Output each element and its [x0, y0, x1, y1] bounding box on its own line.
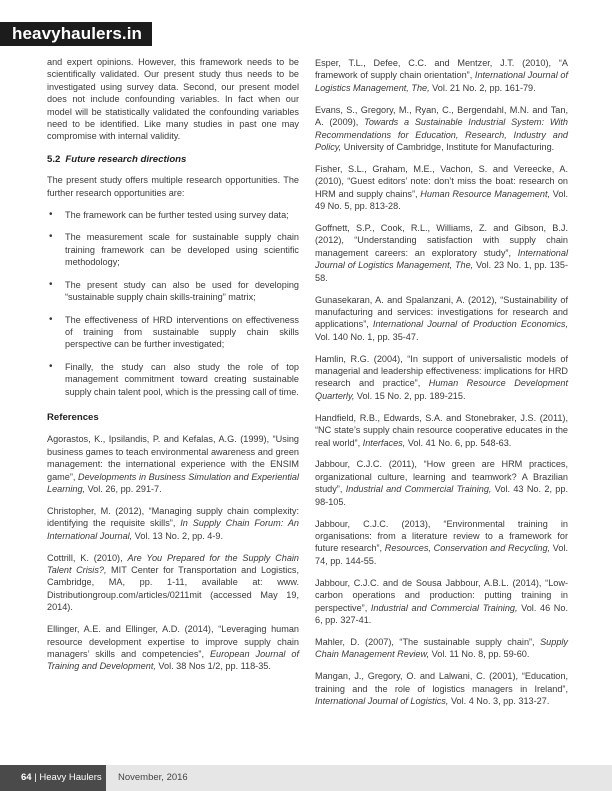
list-item: • Finally, the study can also study the role of top management commitment toward creating sustainable supply chain talent pool, which is the pressing call of time. — [49, 360, 299, 397]
bullet-icon: • — [49, 209, 53, 221]
footer-separator: | — [34, 772, 37, 783]
bullet-icon: • — [49, 360, 53, 372]
reference-entry: Christopher, M. (2012), “Managing supply chain complexity: identifying the requisite skills”, In Supply Chain Forum: An International Journal, Vol. 13 No. 2, pp. 4-9. — [47, 505, 299, 541]
brand-logo: heavyhaulers.in — [0, 22, 152, 46]
page-number: 64 — [21, 772, 32, 783]
footer-folio — [0, 765, 106, 791]
left-column — [47, 56, 299, 682]
bullet-icon: • — [49, 313, 53, 325]
list-item: • The framework can be further tested using survey data; — [49, 209, 289, 221]
reference-entry: Jabbour, C.J.C. (2013), “Environmental training in organisations: from a literature review to a framework for future research”, Resources, Conservation and Recycling, Vol. 74, pp. 144-55. — [315, 518, 568, 566]
list-item: • The measurement scale for sustainable supply chain training framework can be developed using scientific methodology; — [49, 231, 299, 268]
bullet-icon: • — [49, 278, 53, 290]
section-title: Future research directions — [65, 153, 187, 165]
publication-name: Heavy Haulers — [39, 772, 102, 783]
reference-entry: Hamlin, R.G. (2004), “In support of universalistic models of managerial and leadership effectiveness: implications for HRD research and practice”, Human Resource Development Quarterly, Vol. 15 No. 2, pp. 189-215. — [315, 353, 569, 401]
reference-entry: Evans, S., Gregory, M., Ryan, C., Bergendahl, M.N. and Tan, A. (2009), Towards a Sustainable Industrial System: With Recommendations for Education, Research, Industry and Policy, University of Cambridge, Institute for Manufacturing. — [315, 104, 568, 152]
page-footer — [0, 765, 612, 791]
reference-entry: Esper, T.L., Defee, C.C. and Mentzer, J.T. (2010), “A framework of supply chain orientation”, International Journal of Logistics Management, The, Vol. 21 No. 2, pp. 161-79. — [315, 58, 568, 93]
right-column — [315, 57, 568, 717]
references-heading: References — [47, 411, 99, 423]
bullet-icon: • — [49, 231, 53, 243]
reference-entry: Handfield, R.B., Edwards, S.A. and Stonebraker, J.S. (2011), “NC state’s supply chain resource cooperative educates in the real world”, Interfaces, Vol. 41 No. 6, pp. 548-63. — [315, 412, 568, 448]
reference-entry: Fisher, S.L., Graham, M.E., Vachon, S. and Vereecke, A. (2010), “Guest editors’ note: don’t miss the boat: research on HRM and supply chains”, Human Resource Management, Vol. 49 No. 5, pp. 813-28. — [315, 163, 568, 212]
reference-entry: Mangan, J., Gregory, O. and Lalwani, C. (2001), “Education, training and the role of logistics managers in Ireland”, International Journal of Logistics, Vol. 4 No. 3, pp. 313-27. — [315, 671, 568, 706]
bullet-list — [47, 209, 299, 398]
reference-entry: Goffnett, S.P., Cook, R.L., Williams, Z. and Gibson, B.J. (2012), “Understanding satisfaction with supply chain management careers: an exploratory study”, International Journal of Logistics Management, The, Vol. 23 No. 1, pp. 135-58. — [315, 222, 568, 283]
section-heading — [47, 154, 299, 166]
list-item: • The effectiveness of HRD interventions on effectiveness of training from sustainable supply chain skills perspective can be further investigated; — [49, 313, 299, 350]
reference-entry: Jabbour, C.J.C. and de Sousa Jabbour, A.B.L. (2014), “Low-carbon operations and production: putting training in perspective”, Industrial and Commercial Training, Vol. 46 No. 6, pp. 327-41. — [315, 577, 568, 625]
issue-date: November, 2016 — [118, 772, 188, 783]
list-item: • The present study can also be used for developing “sustainable supply chain skills-training” matrix; — [49, 278, 299, 303]
section-number: 5.2 — [47, 153, 61, 165]
reference-entry: Mahler, D. (2007), “The sustainable supply chain”, Supply Chain Management Review, Vol. 11 No. 8, pp. 59-60. — [315, 636, 568, 660]
reference-entry: Cottrill, K. (2010), Are You Prepared for the Supply Chain Talent Crisis?, MIT Center for Transportation and Logistics, Cambridge, MA, pp. 1-11, available at: www. Distributiongroup.com/articles/0211mit (accessed May 19, 2014). — [47, 552, 300, 613]
section-lead: The present study offers multiple research opportunities. The further research opportunities are: — [47, 175, 299, 198]
reference-entry: Agorastos, K., Ipsilandis, P. and Kefalas, A.G. (1999), “Using business games to teach environmental awareness and green management: the international experience with the ENSIM game”, Developments in Business Simulation and Experiential Learning, Vol. 26, pp. 291-7. — [47, 434, 300, 494]
reference-entry: Ellinger, A.E. and Ellinger, A.D. (2014), “Leveraging human resource development expertise to improve supply chain managers’ skills and competencies”, European Journal of Training and Development, Vol. 38 Nos 1/2, pp. 118-35. — [47, 624, 299, 672]
reference-entry: Gunasekaran, A. and Spalanzani, A. (2012), “Sustainability of manufacturing and services: investigations for research and applications”, International Journal of Production Economics, Vol. 140 No. 1, pp. 35-47. — [315, 294, 568, 342]
intro-paragraph: and expert opinions. However, this framework needs to be scientifically validated. Our present study thus needs to be investigated using survey data. Second, our present model does not include confounding variables. In fact when our model will be statistically validated the confounding variables need to be identified. Like many studies in past one may compromise with internal validity. — [47, 57, 299, 142]
reference-entry: Jabbour, C.J.C. (2011), “How green are HRM practices, organizational culture, learning and teamwork? A Brazilian study”, Industrial and Commercial Training, Vol. 43 No. 2, pp. 98-105. — [315, 459, 568, 507]
